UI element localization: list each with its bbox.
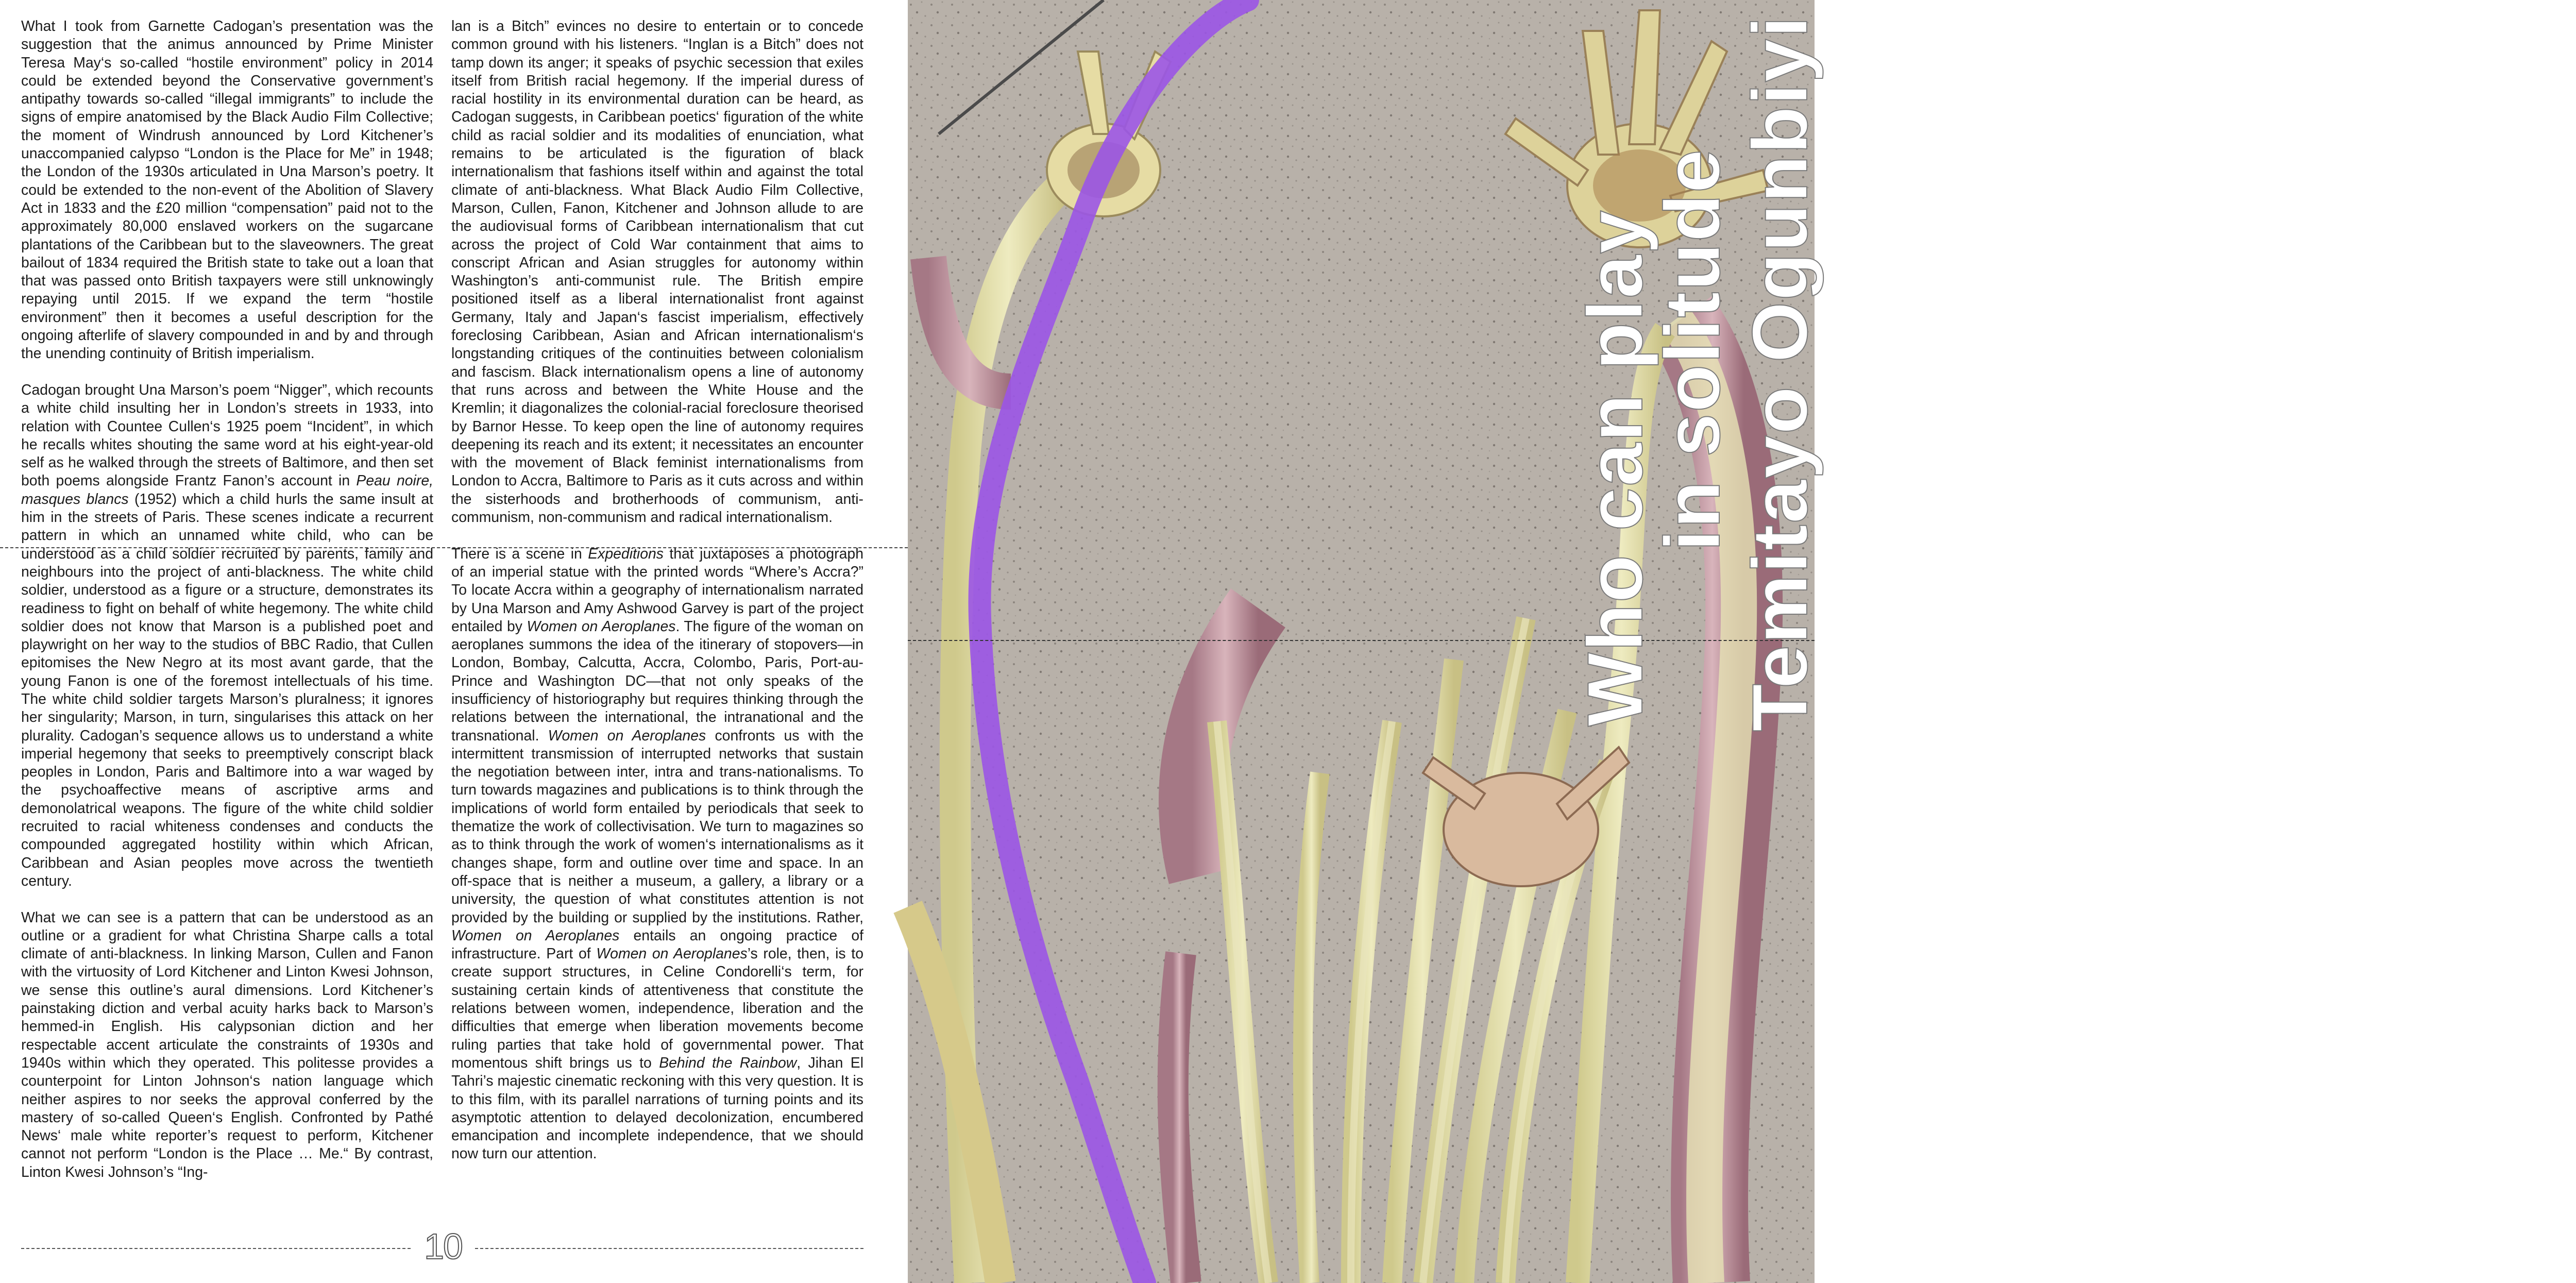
title-line: Who can play [1571, 209, 1659, 727]
italic-title: Women on Aeroplanes [527, 618, 676, 635]
paragraph: There is a scene in Expeditions that juxtaposes a photograph of an imperial statue with the printed words “Where’s Accra?” To locate Accra within a geography of internationalism narrated by Una Marson and Amy Ashwood Garvey is part of the project entailed by Women on Aeroplanes. The figure of the woman on aeroplanes summons the idea of the itinerary of stopovers—in London, Bombay, Calcutta, Accra, Colombo, Paris, Port-au-Prince and Washington DC—that not only speaks of the insufficiency of historiography but requires thinking through the relations between the international, the intranational and the transnational. Women on Aeroplanes confronts us with the intermittent transmission of interrupted networks that sustain the negotiation between inter, intra and trans-nationalisms. To turn towards magazines and publications is to think through the implications of world form entailed by periodicals that seek to thematize the work of collectivisation. We turn to magazines so as to think through the work of women‘s internationalisms as it changes shape, form and outline over time and space. In an off-space that is neither a museum, a gallery, a library or a university, the question of what constitutes attention is not provided by the building or supplied by the institutions. Rather, Women on Aeroplanes entails an ongoing practice of infrastructure. Part of Women on Aeroplanes’s role, then, is to create support structures, in Celine Condorelli‘s term, for sustaining certain kinds of attentiveness that constitute the relations between women, independence, liberation and the difficulties that emerge when liberation movements become ruling parties that take hold of governmental power. That momentous shift brings us to Behind the Rainbow, Jihan El Tahri’s majestic cinematic reckoning with this very question. It is to this film, with its parallel narrations of turning points and its asymptotic attention to delayed decolonization, encumbered emancipation and incomplete independence, that we should now turn our attention. [451, 545, 864, 1162]
paragraph: What I took from Garnette Cadogan’s presentation was the suggestion that the animus announced by Prime Minister Teresa May‘s so-called “hostile environment” policy in 2014 could be extended beyond the Conservative government’s antipathy towards so-called “illegal immigrants” to include the signs of empire anatomised by the Black Audio Film Collective; the moment of Windrush announced by Lord Kitchener’s unaccompanied calypso “London is the Place for Me” in 1948; the London of the 1930s articulated in Una Marson’s poetry. It could be extended to the non-event of the Abolition of Slavery Act in 1833 and the £20 million “compensation” paid not to the approximately 80,000 enslaved workers on the sugarcane plantations of the Caribbean but to the slaveowners. The great bailout of 1834 required the British state to take out a loan that that was passed onto British taxpayers were still unknowingly repaying until 2015. If we expand the term “hostile environment” then it becomes a useful description for the ongoing afterlife of slavery compounded in and by and through the unending continuity of British imperialism. [21, 18, 433, 362]
italic-title: Behind the Rainbow [659, 1054, 797, 1071]
text-page [0, 0, 908, 1283]
paragraph: Cadogan brought Una Marson’s poem “Nigger”, which recounts a white child insulting her in London’s streets in 1933, into relation with Countee Cullen‘s 1925 poem “Incident”, in which he recalls whites shouting the same word at his eight-year-old self as he walked through the streets of Baltimore, and then set both poems alongside Frantz Fanon’s account in Peau noire, masques blancs (1952) which a child hurls the same insult at him in the streets of Paris. These scenes indicate a recurrent pattern in which an unnamed white child, who can be understood as a child soldier recruited by parents, family and neighbours into the project of anti-blackness. The white child soldier, understood as a figure or a structure, demonstrates its readiness to fight on behalf of white hegemony. The white child soldier does not know that Marson is a published poet and playwright on her way to the studios of BBC Radio, that Cullen epitomises the New Negro at its most avant garde, that the young Fanon is one of the foremost intellectuals of his time. The white child soldier targets Marson’s pluralness; it ignores her singularity; Marson, in turn, singularises this attack on her plurality. Cadogan’s sequence allows us to understand a white imperial hegemony that seeks to preemptively conscript black peoples in London, Paris and Baltimore into a war waged by the psychoaffective means of ascriptive arms and demonolatrical weapons. The figure of the white child soldier recruited to racial whiteness condenses and conducts the compounded aggregated hostility within which African, Caribbean and Asian peoples move across the twentieth century. [21, 381, 434, 889]
italic-title: Women on Aeroplanes [548, 727, 706, 744]
paragraph: What we can see is a pattern that can be understood as an outline or a gradient for what Christina Sharpe calls a total climate of anti-blackness. In linking Marson, Cullen and Fanon with the virtuosity of Lord Kitchener and Linton Kwesi Johnson, we sense this outline’s aural dimensions. Lord Kitchener’s painstaking diction and verbal acuity harks back to Marson’s hemmed-in English. His calypsonian diction and her respectable accent articulate the constraints of 1930s and 1940s within which they operated. This politesse provides a counterpoint for Linton Johnson‘s nation language which neither aspires to nor seeks the approval conferred by the mastery of so-called Queen‘s English. Confronted by Pathé News‘ male white reporter’s request to perform, Kitchener cannot not perform “London is the Place … Me.“ By contrast, Linton Kwesi Johnson’s “Ing- [21, 909, 433, 1180]
page-number: 10 [424, 1226, 462, 1267]
italic-title: Peau noire, masques blancs [21, 472, 433, 508]
text-column-right [451, 18, 863, 1163]
paragraph: lan is a Bitch” evinces no desire to entertain or to concede common ground with his listeners. “Inglan is a Bitch” does not tamp down its anger; it speaks of psychic secession that exiles itself from British racial hegemony. If the imperial duress of racial hostility in its environmental duration can be heard, as Cadogan suggests, in Caribbean poetics‘ figuration of the white child as racial soldier and its modalities of enunciation, what remains to be articulated is the figuration of black internationalism that fashions itself within and against the total climate of anti-blackness. What Black Audio Film Collective, Marson, Cullen, Fanon, Kitchener and Johnson allude to are the audiovisual forms of Caribbean internationalism that cut across the project of Cold War containment that aims to conscript African and Asian struggles for autonomy within Washington’s anti-communist rule. The British empire positioned itself as a liberal internationalist front against Germany, Italy and Japan‘s fascist imperialism, effectively foreclosing Caribbean, Asian and African internationalism‘s longstanding critiques of the continuities between colonialism and fascism. Black internationalism opens a line of autonomy that runs across and between the White House and the Kremlin; it diagonalizes the colonial-racial foreclosure theorised by Barnor Hesse. To keep open the line of autonomy requires deepening its reach and its extent; it necessitates an encounter with the movement of Black feminist internationalisms from London to Accra, Baltimore to Paris as it cuts across and within the sisterhoods and brotherhoods of communism, anti-communism, non-communism and radical internationalism. [451, 18, 863, 526]
text-column-left [21, 18, 433, 1181]
footer-rule [21, 1248, 411, 1249]
title-line: in solitude [1649, 148, 1736, 551]
italic-title: Expeditions [588, 545, 664, 562]
footer-rule [475, 1248, 863, 1249]
italic-title: Women on Aeroplanes [451, 927, 620, 944]
italic-title: Women on Aeroplanes [596, 946, 748, 963]
fold-guide-line [0, 547, 908, 548]
author-name: Temitayo Ogunbiyi [1736, 15, 1824, 732]
